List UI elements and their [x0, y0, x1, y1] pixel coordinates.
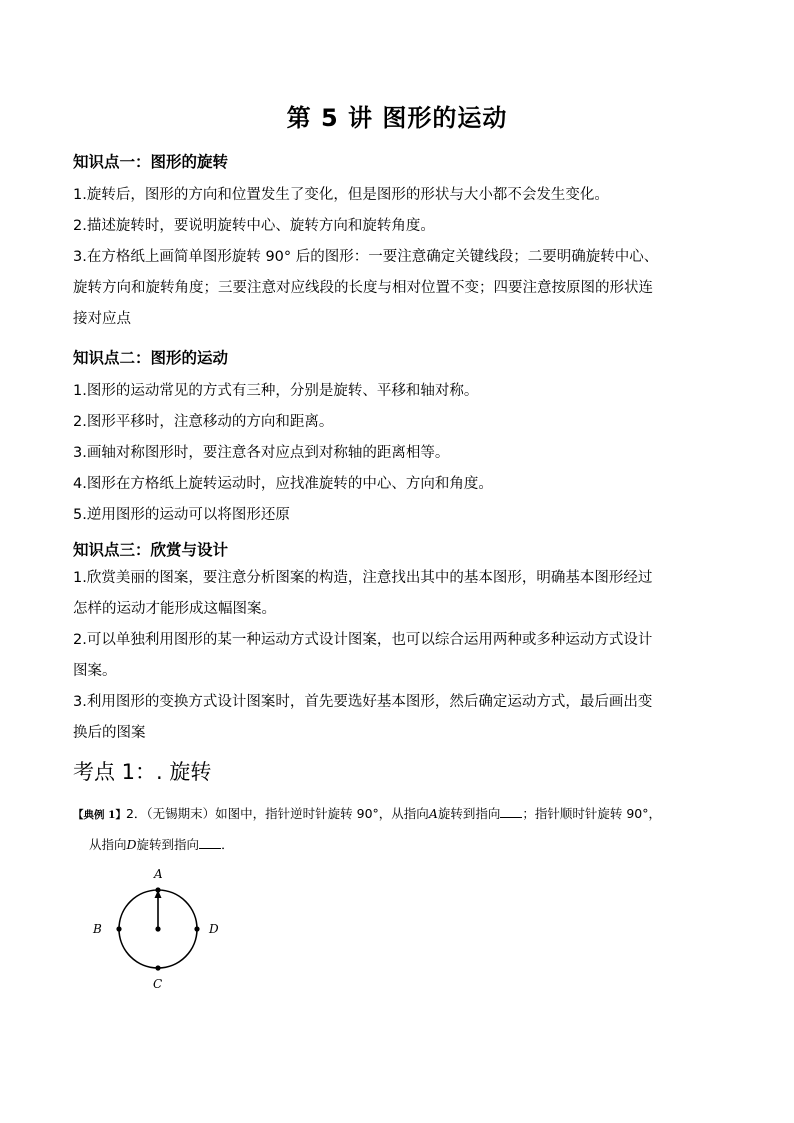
section-heading-2: 知识点二：图形的运动 [73, 349, 229, 367]
section-1-line: 1.旋转后，图形的方向和位置发生了变化，但是图形的形状与大小都不会发生变化。 [73, 187, 609, 203]
answer-blank-2[interactable] [199, 836, 221, 849]
kaodian-heading: 考点 1：. 旋转 [73, 760, 212, 784]
example-line-1 [73, 799, 661, 830]
section-1-line: 接对应点 [73, 311, 131, 327]
label-d: D [209, 922, 219, 936]
example-text: 旋转到指向 [437, 806, 501, 821]
example-problem [73, 799, 661, 860]
section-3-body [73, 563, 723, 749]
clock-figure [85, 862, 235, 997]
example-text: 旋转到指向 [136, 837, 200, 852]
section-2-line: 3.画轴对称图形时，要注意各对应点到对称轴的距离相等。 [73, 445, 450, 461]
arrow-head [155, 890, 162, 898]
point-c-dot [155, 965, 160, 970]
page-title: 第 5 讲 图形的运动 [286, 104, 508, 132]
section-1-line: 2.描述旋转时，要说明旋转中心、旋转方向和旋转角度。 [73, 218, 435, 234]
label-b: B [93, 922, 102, 936]
label-a: A [154, 867, 163, 881]
section-3-line: 图案。 [73, 663, 117, 679]
example-text: ． [221, 837, 234, 852]
section-3-line: 2.可以单独利用图形的某一种运动方式设计图案，也可以综合运用两种或多种运动方式设计 [73, 632, 653, 648]
point-d-dot [194, 926, 199, 931]
answer-blank-1[interactable] [500, 805, 522, 818]
point-label-a: A [428, 806, 438, 821]
section-1-line: 3.在方格纸上画简单图形旋转 90° 后的图形：一要注意确定关键线段；二要明确旋转中心、 [73, 249, 659, 265]
example-text: 2．（无锡期末）如图中，指针逆时针旋转 90°，从指向 [125, 806, 429, 821]
point-b-dot [116, 926, 121, 931]
section-3-line: 3.利用图形的变换方式设计图案时，首先要选好基本图形，然后确定运动方式，最后画出变 [73, 694, 653, 710]
section-3-line: 1.欣赏美丽的图案，要注意分析图案的构造，注意找出其中的基本图形，明确基本图形经过 [73, 570, 653, 586]
section-1-line: 旋转方向和旋转角度；三要注意对应线段的长度与相对位置不变；四要注意按原图的形状连 [73, 280, 653, 296]
section-heading-1: 知识点一：图形的旋转 [73, 153, 229, 171]
section-2-line: 2.图形平移时，注意移动的方向和距离。 [73, 414, 334, 430]
example-tag: 【典例 1】 [73, 809, 126, 821]
section-heading-3: 知识点三：欣赏与设计 [73, 541, 229, 559]
example-text: 从指向 [89, 837, 127, 852]
label-c: C [153, 977, 163, 991]
section-1-body [73, 180, 723, 335]
section-3-line: 换后的图案 [73, 725, 146, 741]
example-text: ；指针顺时针旋转 90°， [522, 806, 661, 821]
section-2-line: 5.逆用图形的运动可以将图形还原 [73, 507, 290, 523]
section-2-line: 4.图形在方格纸上旋转运动时，应找准旋转的中心、方向和角度。 [73, 476, 493, 492]
section-3-line: 怎样的运动才能形成这幅图案。 [73, 601, 276, 617]
section-2-line: 1.图形的运动常见的方式有三种，分别是旋转、平移和轴对称。 [73, 383, 479, 399]
point-label-d: D [126, 837, 137, 852]
example-line-2 [73, 830, 661, 860]
section-2-body [73, 376, 723, 531]
